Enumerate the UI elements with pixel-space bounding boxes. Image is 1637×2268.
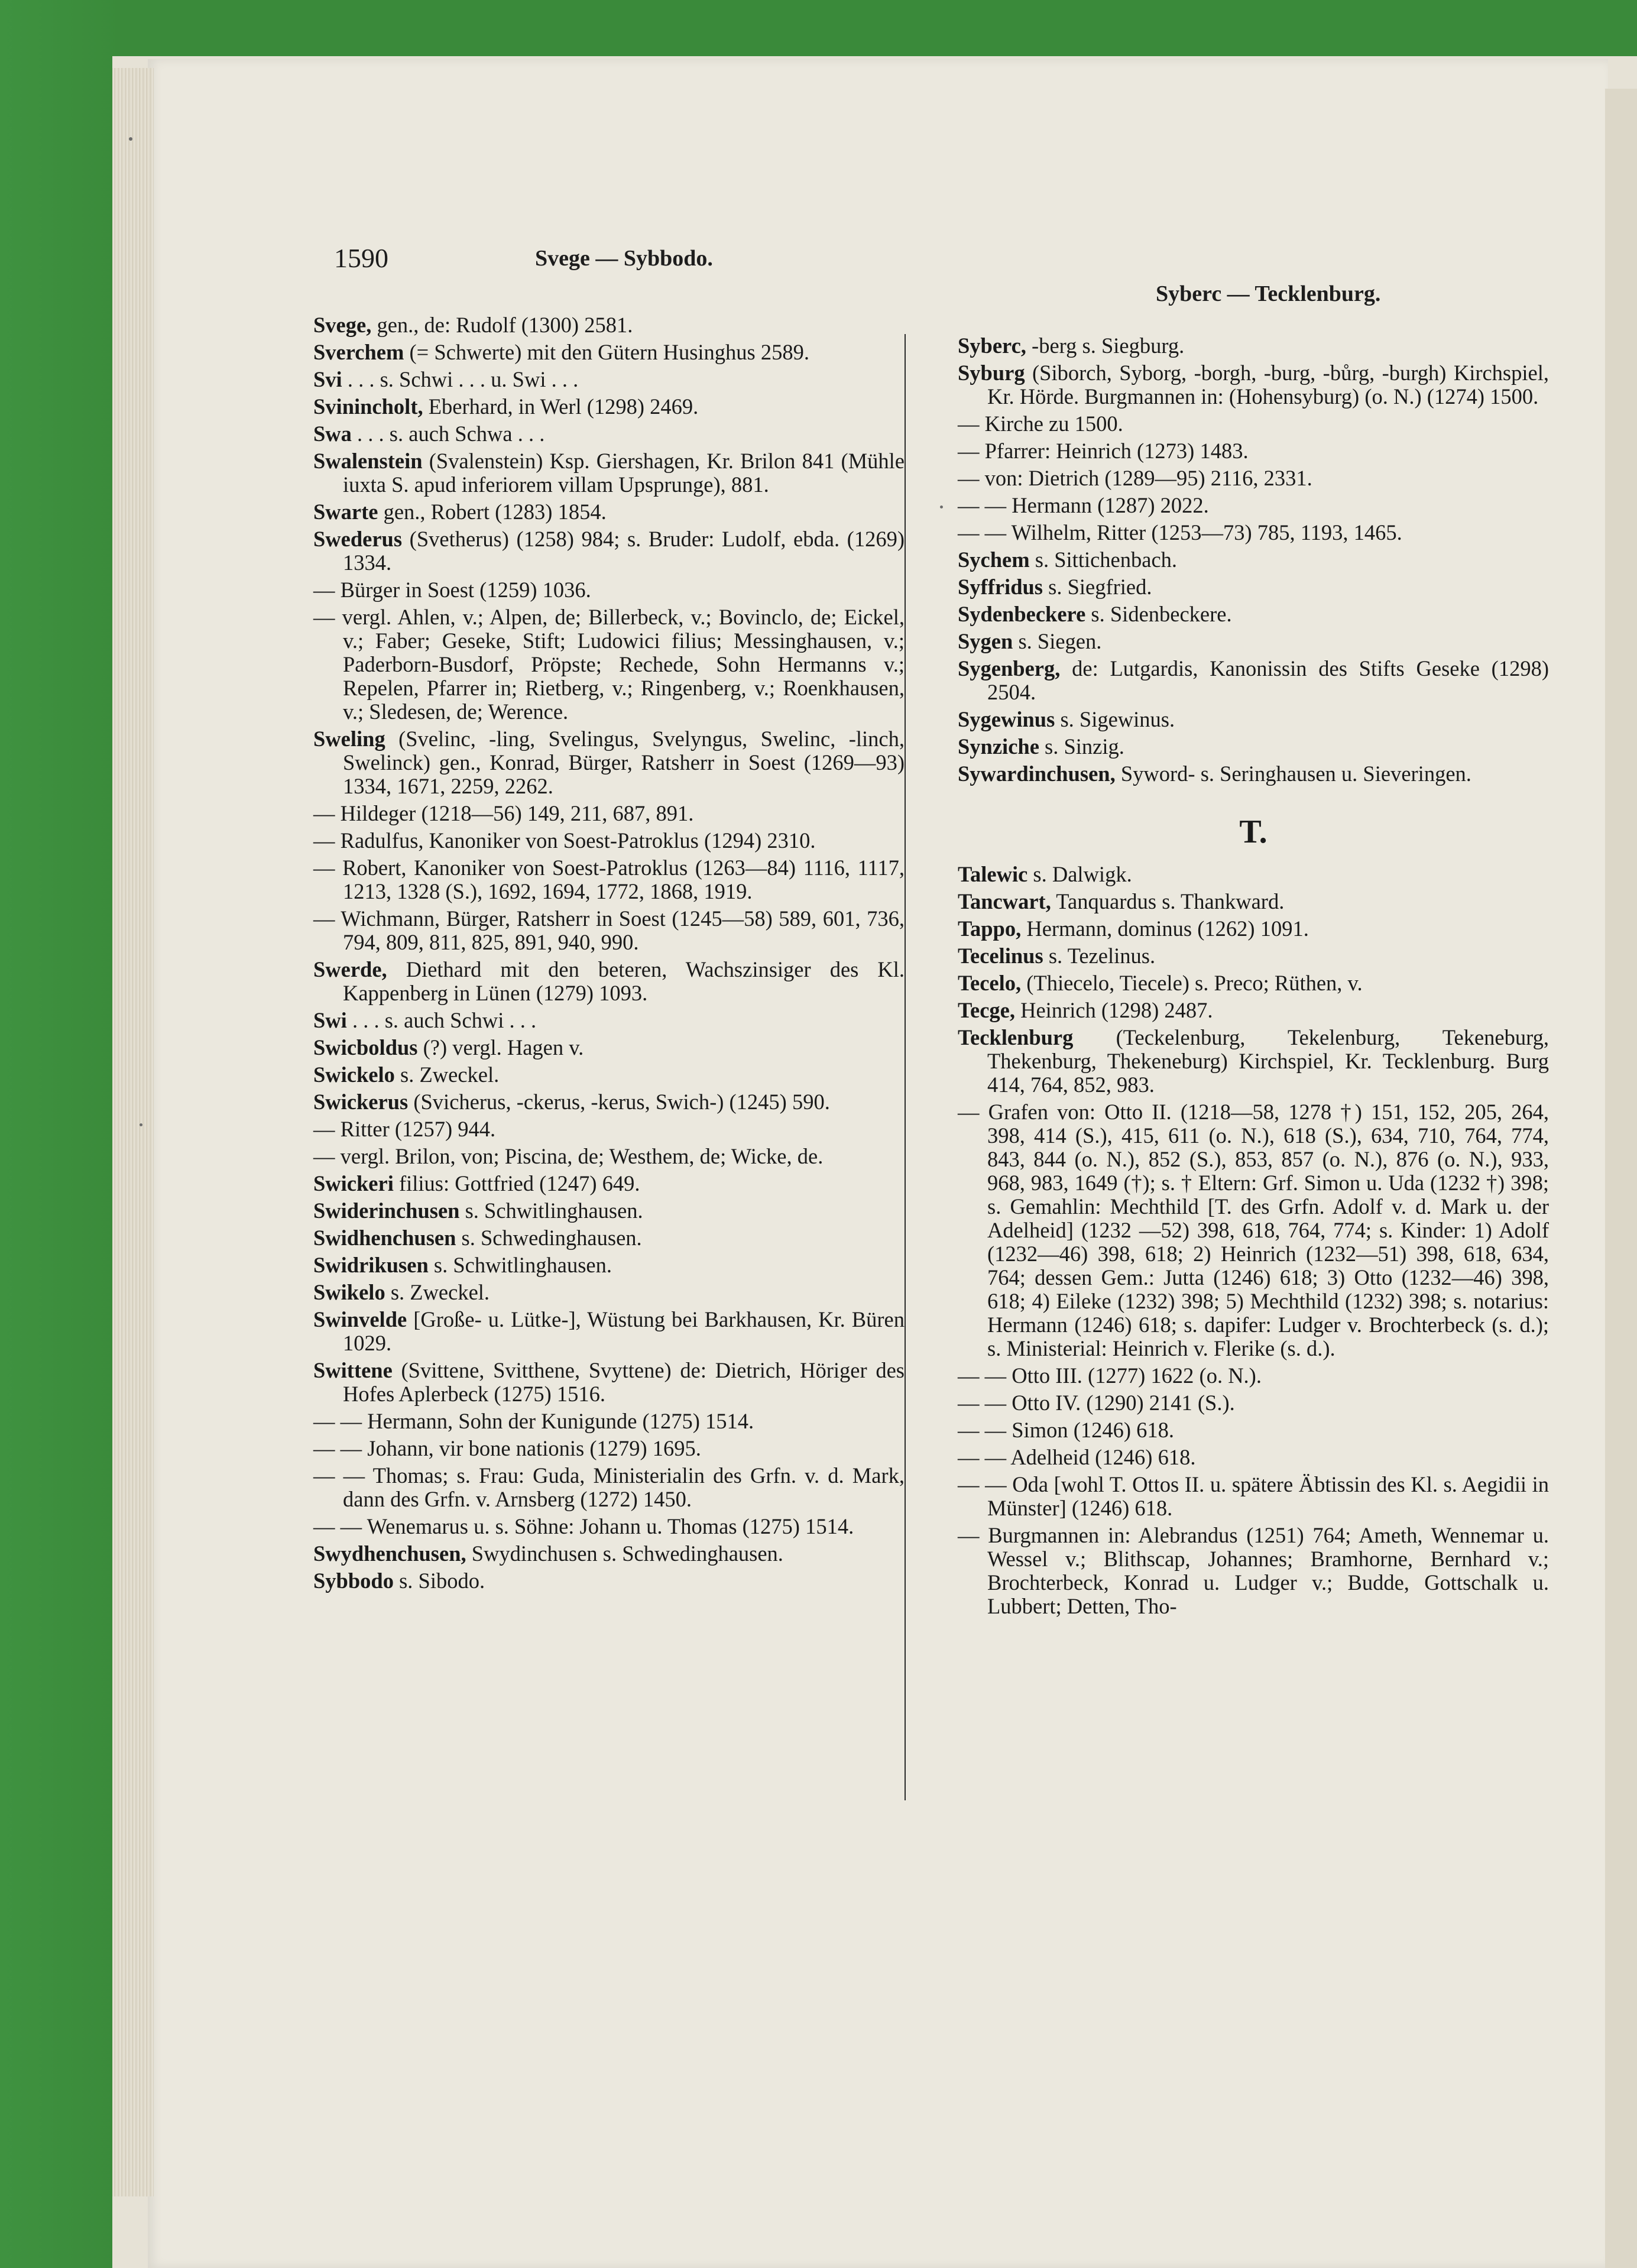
entry-text: — Kirche zu 1500. (958, 412, 1123, 436)
entry-text: — — Thomas; s. Frau: Guda, Ministerialin des Grfn. v. d. Mark, dann des Grfn. v. Arnsberg (1272) 1450. (313, 1463, 905, 1511)
specks (140, 1123, 142, 1126)
entry-headword: Synziche (958, 734, 1039, 759)
index-entry (958, 412, 1549, 436)
index-entry (313, 1117, 905, 1141)
index-entry (313, 907, 905, 954)
index-entry (958, 735, 1549, 759)
entry-text: — vergl. Brilon, von; Piscina, de; Westhem, de; Wicke, de. (313, 1144, 824, 1168)
index-entry (313, 422, 905, 446)
entry-headword: Svege, (313, 313, 372, 337)
index-entry (313, 1359, 905, 1406)
entry-headword: Sygewinus (958, 707, 1055, 731)
entry-text: Eberhard, in Werl (1298) 2469. (423, 394, 699, 419)
index-entry (958, 548, 1549, 572)
right-entries (958, 334, 1549, 786)
background-edge (0, 0, 124, 2268)
entry-text: filius: Gottfried (1247) 649. (393, 1171, 640, 1195)
index-entry (958, 361, 1549, 409)
entry-headword: Sybbodo (313, 1569, 394, 1593)
entry-text: [Große- u. Lütke-], Wüstung bei Barkhausen, Kr. Büren 1029. (343, 1307, 905, 1355)
index-entry (313, 341, 905, 364)
entry-text: s. Zweckel. (385, 1280, 490, 1304)
entry-text: — Pfarrer: Heinrich (1273) 1483. (958, 439, 1249, 463)
index-entry (313, 1199, 905, 1223)
entry-text: — — Otto IV. (1290) 2141 (S.). (958, 1391, 1235, 1415)
index-entry (313, 578, 905, 602)
index-entry (958, 917, 1549, 941)
index-entry (313, 1063, 905, 1087)
column-divider (905, 334, 906, 1800)
index-entry (313, 1464, 905, 1511)
entry-headword: Tecge, (958, 998, 1015, 1022)
index-entry (958, 1418, 1549, 1442)
entry-headword: Swidrikusen (313, 1253, 429, 1277)
index-entry (313, 1009, 905, 1032)
entry-text: s. Schwedinghausen. (456, 1226, 642, 1250)
index-entry (313, 727, 905, 798)
page-edges (112, 68, 154, 2196)
entry-text: s. Zweckel. (394, 1062, 500, 1087)
entry-text: Swydinchusen s. Schwedinghausen. (466, 1541, 783, 1566)
index-entry (313, 1569, 905, 1593)
entry-text: — — Johann, vir bone nationis (1279) 1695. (313, 1436, 701, 1460)
specks (129, 137, 132, 141)
entry-text: (?) vergl. Hagen v. (417, 1035, 584, 1060)
entry-headword: Syburg (958, 361, 1025, 385)
entry-text: s. Sinzig. (1039, 734, 1124, 759)
index-entry (958, 863, 1549, 886)
entry-headword: Swinvelde (313, 1307, 407, 1331)
index-entry (958, 630, 1549, 653)
running-head-right: Syberc — Tecklenburg. (1156, 281, 1381, 306)
entry-text: . . . s. Schwi . . . u. Swi . . . (342, 367, 579, 391)
index-entry (958, 521, 1549, 545)
entry-headword: Swittene (313, 1358, 393, 1382)
index-entry (958, 708, 1549, 731)
entry-text: s. Siegfried. (1043, 575, 1152, 599)
entry-headword: Sygen (958, 629, 1013, 653)
entry-text: (Svittene, Svitthene, Svyttene) de: Dietrich, Höriger des Hofes Aplerbeck (1275) 1516. (343, 1358, 905, 1406)
entry-headword: Talewic (958, 862, 1028, 886)
entry-headword: Swarte (313, 500, 378, 524)
entry-text: . . . s. auch Schwa . . . (351, 422, 545, 446)
entry-text: s. Sigewinus. (1055, 707, 1175, 731)
entry-text: de: Lutgardis, Kanonissin des Stifts Geseke (1298) 2504. (987, 656, 1549, 704)
entry-headword: Svi (313, 367, 342, 391)
entry-text: (Svalenstein) Ksp. Giershagen, Kr. Brilon 841 (Mühle iuxta S. apud inferiorem villam Upsprunge), 881. (343, 449, 905, 497)
index-entry (313, 1036, 905, 1060)
index-entry (313, 605, 905, 724)
entry-headword: Sydenbeckere (958, 602, 1086, 626)
index-entry (313, 1542, 905, 1566)
entry-headword: Swiderinchusen (313, 1198, 460, 1223)
entry-text: s. Sidenbeckere. (1085, 602, 1232, 626)
index-entry (313, 1515, 905, 1538)
entry-text: — — Wilhelm, Ritter (1253—73) 785, 1193, 1465. (958, 520, 1402, 545)
facing-page-edge (1605, 89, 1637, 2268)
entry-text: — — Hermann, Sohn der Kunigunde (1275) 1514. (313, 1409, 754, 1433)
entry-text: (Teckelenburg, Tekelenburg, Tekeneburg, Thekenburg, Thekeneburg) Kirchspiel, Kr. Tecklenburg. Burg 414, 764, 852, 983. (987, 1025, 1549, 1097)
entry-headword: Swydhenchusen, (313, 1541, 466, 1566)
entry-text: . . . s. auch Schwi . . . (346, 1008, 537, 1032)
index-entry (313, 1308, 905, 1355)
entry-text: Heinrich (1298) 2487. (1014, 998, 1213, 1022)
running-head-left: Svege — Sybbodo. (535, 246, 713, 271)
index-entry (958, 334, 1549, 358)
index-entry (958, 657, 1549, 704)
entry-headword: Sweling (313, 727, 385, 751)
index-entry (958, 494, 1549, 517)
left-entries (313, 313, 905, 1593)
entry-text: — Ritter (1257) 944. (313, 1117, 496, 1141)
index-entry (958, 466, 1549, 490)
entry-text: (Svelinc, -ling, Svelingus, Svelyngus, Swelinc, -linch, Swelinck) gen., Konrad, Bürger, Ratsherr in Soest (1269—93) 1334, 1671, 2259, 2262. (343, 727, 905, 798)
entry-text: — Hildeger (1218—56) 149, 211, 687, 891. (313, 801, 694, 825)
index-entry (958, 439, 1549, 463)
entry-headword: Swalenstein (313, 449, 423, 473)
entry-headword: Swerde, (313, 957, 387, 981)
index-entry (958, 1473, 1549, 1520)
index-entry (313, 527, 905, 575)
page-number: 1590 (334, 243, 388, 273)
index-entry (958, 971, 1549, 995)
entry-headword: Sygenberg, (958, 656, 1061, 681)
entry-text: — Wichmann, Bürger, Ratsherr in Soest (1245—58) 589, 601, 736, 794, 809, 811, 825, 891, 940, 990. (313, 906, 905, 954)
index-entry (958, 602, 1549, 626)
entry-headword: Swa (313, 422, 352, 446)
right-entries-t (958, 863, 1549, 1618)
entry-headword: Tecelo, (958, 971, 1022, 995)
left-column (313, 313, 905, 1596)
entry-text: — Robert, Kanoniker von Soest-Patroklus (1263—84) 1116, 1117, 1213, 1328 (S.), 1692, 1694, 1772, 1868, 1919. (313, 856, 905, 903)
entry-text: — Grafen von: Otto II. (1218—58, 1278 †) 151, 152, 205, 264, 398, 414 (S.), 415, 611 (o. N.), 618 (S.), 634, 710, 764, 774, 843, 844 (o. N.), 852 (S.), 853, 857 (o. N.), 876 (o. N.), 933, 968, 983, 1649 (†); s. † Eltern: Grf. Simon u. Uda (1232 †) 398; s. Gemahlin: Mechthild [T. des Grfn. Adolf v. d. Mark u. der Adelheid] (1232 —52) 398, 618, 764, 774; s. Kinder: 1) Adolf (1232—46) 398, 618; 2) Heinrich (1232—51) 398, 618, 634, 764; dessen Gem.: Jutta (1246) 618; 3) Otto (1232—46) 398, 618; 4) Eileke (1232) 398; 5) Mechthild (1232) 398; s. notarius: Hermann (1246) 618; s. dapifer: Ludger v. Brochterbeck (s. d.); s. Ministerial: Heinrich v. Flerike (s. d.). (958, 1100, 1549, 1360)
index-entry (313, 368, 905, 391)
entry-text: s. Tezelinus. (1043, 944, 1156, 968)
index-entry (958, 1026, 1549, 1097)
entry-text: — — Hermann (1287) 2022. (958, 493, 1209, 517)
entry-text: — vergl. Ahlen, v.; Alpen, de; Billerbeck, v.; Bovinclo, de; Eickel, v.; Faber; Geseke, Stift; Ludowici filius; Messinghausen, v.; Paderborn-Busdorf, Pröpste; Rechede, Sohn Hermanns v.; Repelen, Pfarrer in; Rietberg, v.; Ringenberg, v.; Roenkhausen, v.; Sledesen, de; Werence. (313, 605, 905, 724)
index-entry (958, 762, 1549, 786)
entry-text: gen., de: Rudolf (1300) 2581. (371, 313, 633, 337)
index-entry (958, 999, 1549, 1022)
index-entry (313, 1253, 905, 1277)
entry-text: (Siborch, Syborg, -borgh, -burg, -bůrg, -burgh) Kirchspiel, Kr. Hörde. Burgmannen in: (Hohensyburg) (o. N.) (1274) 1500. (987, 361, 1549, 409)
index-entry (958, 890, 1549, 913)
index-entry (958, 1524, 1549, 1618)
entry-text: — Radulfus, Kanoniker von Soest-Patroklus (1294) 2310. (313, 828, 816, 853)
index-entry (313, 1281, 905, 1304)
entry-headword: Swickelo (313, 1062, 395, 1087)
index-entry (313, 829, 905, 853)
entry-headword: Swickerus (313, 1090, 409, 1114)
entry-text: s. Schwitlinghausen. (459, 1198, 643, 1223)
entry-headword: Svinincholt, (313, 394, 423, 419)
entry-text: s. Sibodo. (393, 1569, 485, 1593)
entry-headword: Swickeri (313, 1171, 394, 1195)
index-entry (313, 1172, 905, 1195)
index-entry (313, 1090, 905, 1114)
index-entry (313, 1145, 905, 1168)
entry-text: s. Sittichenbach. (1029, 547, 1178, 572)
index-entry (958, 1100, 1549, 1360)
entry-text: Diethard mit den beteren, Wachszinsiger des Kl. Kappenberg in Lünen (1279) 1093. (343, 957, 905, 1005)
entry-headword: Swicboldus (313, 1035, 418, 1060)
entry-text: (Thiecelo, Tiecele) s. Preco; Rüthen, v. (1021, 971, 1363, 995)
entry-headword: Tappo, (958, 916, 1022, 941)
right-column (958, 334, 1549, 1622)
entry-text: Syword- s. Seringhausen u. Sieveringen. (1115, 762, 1471, 786)
entry-text: s. Schwitlinghausen. (428, 1253, 612, 1277)
entry-headword: Tecelinus (958, 944, 1043, 968)
entry-text: Hermann, dominus (1262) 1091. (1021, 916, 1309, 941)
specks (940, 506, 943, 508)
entry-text: — — Oda [wohl T. Ottos II. u. spätere Äbtissin des Kl. s. Aegidii in Münster] (1246) 618. (958, 1472, 1549, 1520)
entry-headword: Syberc, (958, 333, 1026, 358)
entry-text: — Burgmannen in: Alebrandus (1251) 764; Ameth, Wennemar u. Wessel v.; Blithscap, Johannes; Bramhorne, Bernhard v.; Brochterbeck, Konrad u. Ludger v.; Budde, Gottschalk u. Lubbert; Detten, Tho- (958, 1523, 1549, 1618)
entry-headword: Syffridus (958, 575, 1043, 599)
index-entry (313, 1437, 905, 1460)
entry-text: Tanquardus s. Thankward. (1051, 889, 1285, 913)
entry-headword: Tecklenburg (958, 1025, 1074, 1049)
entry-text: (Svicherus, -ckerus, -kerus, Swich-) (1245) 590. (408, 1090, 830, 1114)
index-entry (313, 958, 905, 1005)
entry-headword: Sywardinchusen, (958, 762, 1116, 786)
entry-headword: Swikelo (313, 1280, 385, 1304)
entry-text: — — Wenemarus u. s. Söhne: Johann u. Thomas (1275) 1514. (313, 1514, 854, 1538)
index-entry (313, 313, 905, 337)
index-entry (958, 1391, 1549, 1415)
entry-headword: Tancwart, (958, 889, 1051, 913)
entry-text: gen., Robert (1283) 1854. (378, 500, 607, 524)
entry-headword: Swederus (313, 527, 403, 551)
entry-text: -berg s. Siegburg. (1026, 333, 1185, 358)
entry-text: — — Adelheid (1246) 618. (958, 1445, 1196, 1469)
entry-text: (Svetherus) (1258) 984; s. Bruder: Ludolf, ebda. (1269) 1334. (343, 527, 905, 575)
entry-text: — von: Dietrich (1289—95) 2116, 2331. (958, 466, 1312, 490)
index-entry (958, 1446, 1549, 1469)
index-entry (313, 500, 905, 524)
entry-text: — Bürger in Soest (1259) 1036. (313, 578, 591, 602)
index-entry (313, 802, 905, 825)
entry-headword: Sychem (958, 547, 1030, 572)
index-entry (958, 575, 1549, 599)
section-letter: T. (1239, 814, 1268, 850)
entry-headword: Swi (313, 1008, 347, 1032)
index-entry (313, 449, 905, 497)
entry-text: (= Schwerte) mit den Gütern Husinghus 2589. (404, 340, 809, 364)
entry-text: s. Siegen. (1013, 629, 1102, 653)
index-entry (313, 856, 905, 903)
entry-headword: Swidhenchusen (313, 1226, 456, 1250)
index-entry (313, 395, 905, 419)
entry-text: s. Dalwigk. (1027, 862, 1132, 886)
index-entry (958, 944, 1549, 968)
index-entry (313, 1226, 905, 1250)
entry-headword: Sverchem (313, 340, 404, 364)
index-entry (313, 1410, 905, 1433)
entry-text: — — Simon (1246) 618. (958, 1418, 1175, 1442)
index-entry (958, 1364, 1549, 1388)
entry-text: — — Otto III. (1277) 1622 (o. N.). (958, 1363, 1262, 1388)
